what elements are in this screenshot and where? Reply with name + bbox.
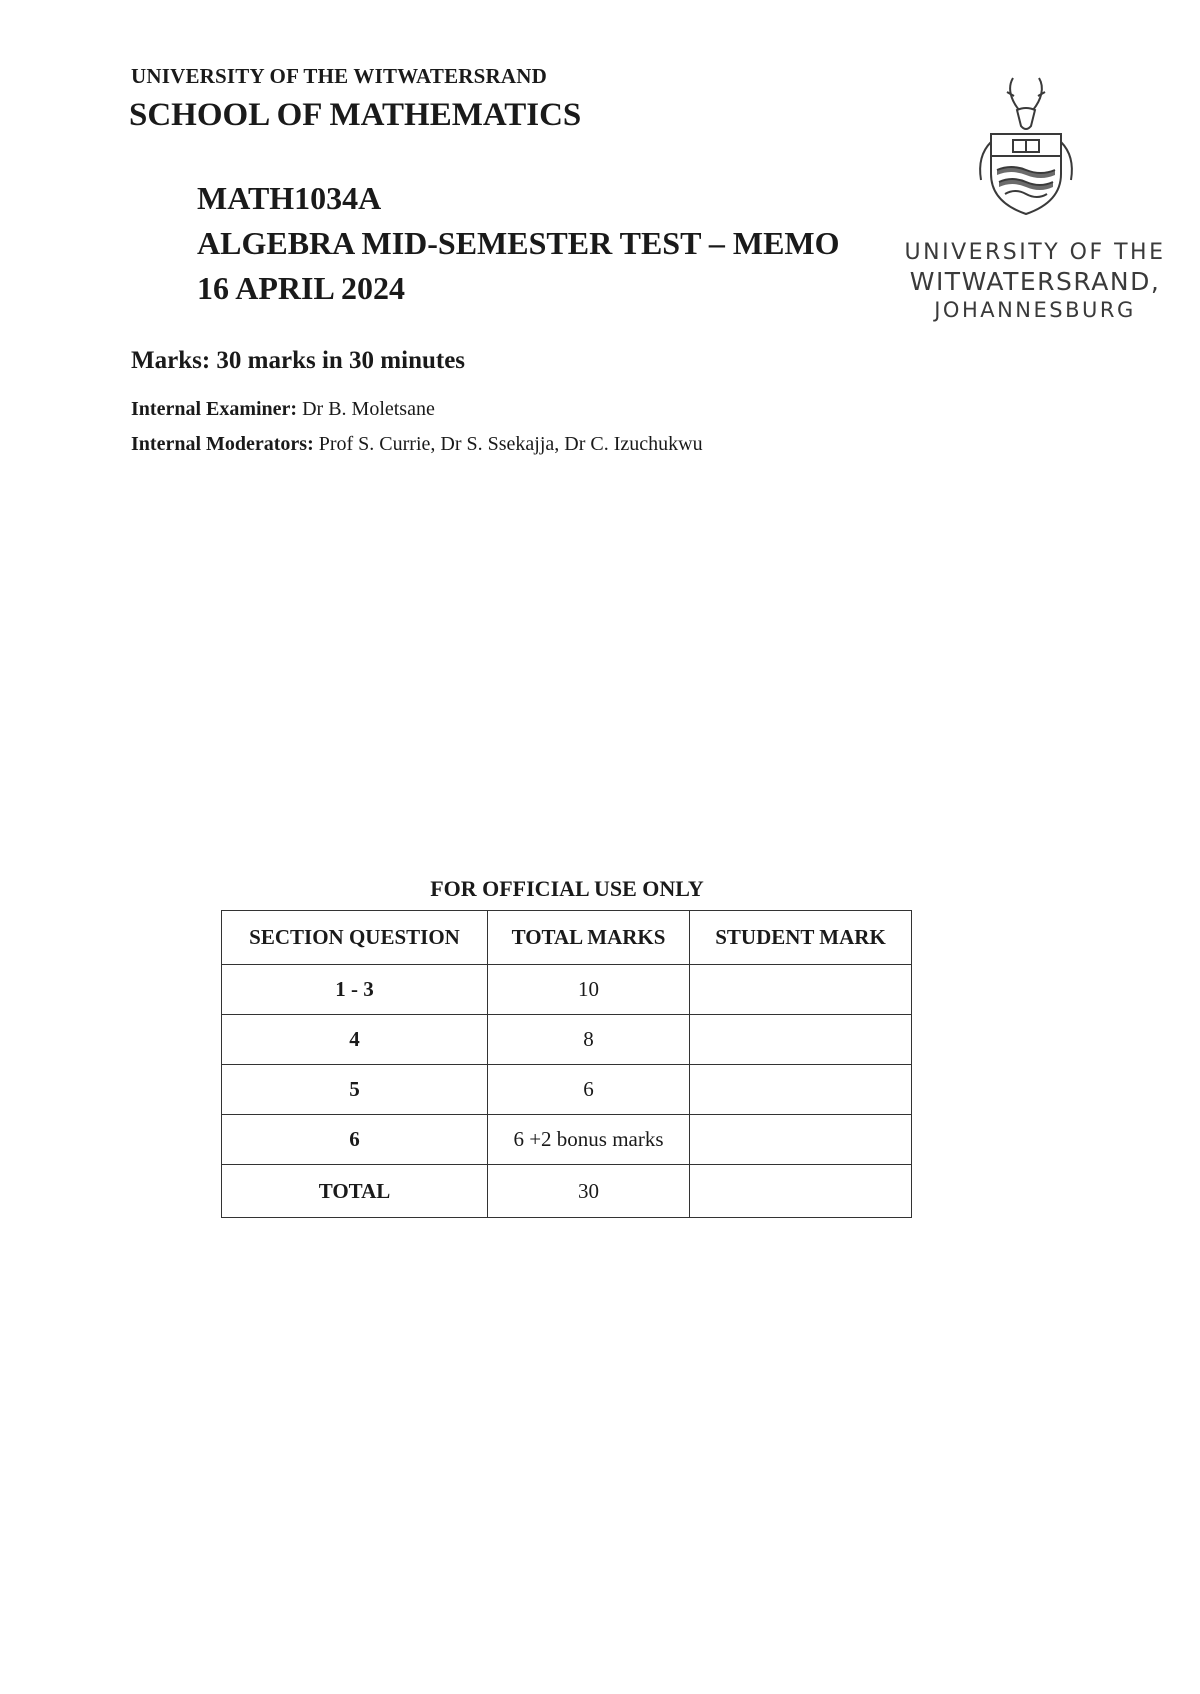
student-mark-cell <box>690 1165 912 1218</box>
logo-line-3: JOHANNESBURG <box>934 298 1136 322</box>
header-section-question: SECTION QUESTION <box>222 911 488 965</box>
university-logo-text <box>880 238 1190 325</box>
internal-moderators <box>131 433 703 456</box>
official-use-caption: FOR OFFICIAL USE ONLY <box>430 876 704 901</box>
student-mark-cell <box>690 1115 912 1165</box>
table-row <box>222 1065 912 1115</box>
table-total-row <box>222 1165 912 1218</box>
title-block <box>197 176 840 311</box>
university-crest-icon <box>967 76 1085 226</box>
table-row <box>222 965 912 1015</box>
marks-table <box>221 910 912 1218</box>
test-title: ALGEBRA MID-SEMESTER TEST – MEMO <box>197 225 840 261</box>
total-cell: 6 <box>488 1065 690 1115</box>
header-total-marks: TOTAL MARKS <box>488 911 690 965</box>
moderators-label: Internal Moderators: <box>131 433 314 455</box>
internal-examiner <box>131 398 435 421</box>
table-row <box>222 1115 912 1165</box>
school-name: SCHOOL OF MATHEMATICS <box>129 97 582 133</box>
section-cell: 6 <box>222 1115 488 1165</box>
section-cell: TOTAL <box>222 1165 488 1218</box>
header-student-mark: STUDENT MARK <box>690 911 912 965</box>
examiner-label: Internal Examiner: <box>131 398 298 420</box>
marks-summary: Marks: 30 marks in 30 minutes <box>131 347 466 374</box>
test-date: 16 APRIL 2024 <box>197 270 406 306</box>
total-cell: 8 <box>488 1015 690 1065</box>
logo-line-1: UNIVERSITY OF THE <box>904 240 1166 265</box>
table-header-row <box>222 911 912 965</box>
moderators-names: Prof S. Currie, Dr S. Ssekajja, Dr C. Izuchukwu <box>318 433 703 455</box>
total-cell: 6 +2 bonus marks <box>488 1115 690 1165</box>
section-cell: 5 <box>222 1065 488 1115</box>
university-name: UNIVERSITY OF THE WITWATERSRAND <box>131 64 547 88</box>
total-cell: 10 <box>488 965 690 1015</box>
section-cell: 1 - 3 <box>222 965 488 1015</box>
student-mark-cell <box>690 1015 912 1065</box>
student-mark-cell <box>690 965 912 1015</box>
logo-line-2: WITWATERSRAND, <box>909 267 1161 296</box>
examiner-name: Dr B. Moletsane <box>302 398 435 420</box>
course-code: MATH1034A <box>197 180 382 216</box>
total-cell: 30 <box>488 1165 690 1218</box>
section-cell: 4 <box>222 1015 488 1065</box>
student-mark-cell <box>690 1065 912 1115</box>
table-row <box>222 1015 912 1065</box>
